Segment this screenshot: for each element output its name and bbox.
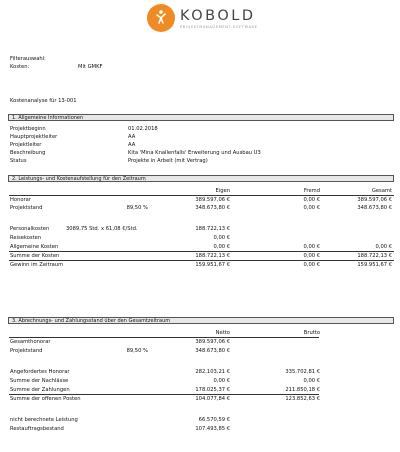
nicht-berechnet-label: nicht berechnete Leistung bbox=[10, 417, 78, 423]
angefordert-label: Angefordertes Honorar bbox=[10, 369, 70, 375]
zahlungen-label: Summe der Zahlungen bbox=[10, 387, 70, 393]
summe-divider bbox=[9, 251, 394, 252]
personalkosten-detail: 3089,75 Std. x 61,08 €/Std. bbox=[66, 226, 138, 232]
angefordert-netto: 282.103,21 € bbox=[195, 369, 230, 375]
projektstand-fremd: 0,00 € bbox=[303, 205, 320, 211]
logo-wordmark: KOBOLD bbox=[180, 8, 256, 24]
reisekosten-label: Reisekosten bbox=[10, 235, 42, 241]
logo-tagline: PROJEKTMANAGEMENT-SOFTWARE bbox=[180, 25, 258, 29]
projektstand-2-percent: 89,50 % bbox=[126, 348, 148, 354]
kobold-logo-icon bbox=[147, 4, 175, 32]
summe-kosten-gesamt: 188.722,13 € bbox=[357, 253, 392, 259]
offene-posten-brutto: 123.852,63 € bbox=[285, 396, 320, 402]
gewinn-eigen: 159.951,67 € bbox=[195, 262, 230, 268]
nicht-berechnet-netto: 66.570,59 € bbox=[198, 417, 230, 423]
honorar-fremd: 0,00 € bbox=[303, 197, 320, 203]
zahlungen-netto: 178.025,37 € bbox=[195, 387, 230, 393]
gewinn-label: Gewinn im Zeitraum bbox=[10, 262, 64, 268]
section-2-header bbox=[8, 175, 394, 182]
allgemeine-kosten-fremd: 0,00 € bbox=[303, 244, 320, 250]
netto-header: Netto bbox=[215, 330, 230, 336]
angefordert-brutto: 335.702,81 € bbox=[285, 369, 320, 375]
header-divider bbox=[9, 195, 394, 196]
section-2-title: 2. Leistungs- und Kostenaufstellung für den Zeitraum bbox=[12, 176, 146, 182]
nachlaesse-brutto: 0,00 € bbox=[303, 378, 320, 384]
hauptprojektleiter-label: Hauptprojektleiter bbox=[10, 134, 58, 140]
projektstand-eigen: 348.673,80 € bbox=[195, 205, 230, 211]
personalkosten-eigen: 188.722,13 € bbox=[195, 226, 230, 232]
personalkosten-label: Personalkosten bbox=[10, 226, 50, 232]
offene-divider bbox=[9, 394, 319, 395]
section-3-title: 3. Abrechnungs- und Zahlungsstand über den Gesamtzeitraum bbox=[12, 318, 171, 324]
status-label: Status bbox=[10, 158, 27, 164]
gesamthonorar-netto: 389.597,06 € bbox=[195, 339, 230, 345]
filter-kosten-label: Kosten: bbox=[10, 64, 30, 70]
gesamthonorar-label: Gesamthonorar bbox=[10, 339, 51, 345]
gewinn-fremd: 0,00 € bbox=[303, 262, 320, 268]
gesamt-header: Gesamt bbox=[371, 188, 392, 194]
summe-kosten-label: Summe der Kosten bbox=[10, 253, 60, 259]
summe-kosten-fremd: 0,00 € bbox=[303, 253, 320, 259]
section-1-title: 1. Allgemeine Informationen bbox=[12, 115, 84, 121]
gewinn-gesamt: 159.951,67 € bbox=[357, 262, 392, 268]
beschreibung-value: Kita 'Mina Knallenfalls' Erweiterung und Ausbau U3 bbox=[128, 150, 261, 156]
eigen-header: Eigen bbox=[215, 188, 230, 194]
projektstand-percent: 89,50 % bbox=[126, 205, 148, 211]
allgemeine-kosten-gesamt: 0,00 € bbox=[375, 244, 392, 250]
summe-kosten-eigen: 188.722,13 € bbox=[195, 253, 230, 259]
filter-kosten-value: Mit GMKF bbox=[78, 64, 103, 70]
honorar-label: Honorar bbox=[10, 197, 31, 203]
reisekosten-eigen: 0,00 € bbox=[213, 235, 230, 241]
projektbeginn-label: Projektbeginn bbox=[10, 126, 46, 132]
nachlaesse-label: Summe der Nachlässe bbox=[10, 378, 69, 384]
hauptprojektleiter-value: AA bbox=[128, 134, 136, 140]
projektleiter-label: Projektleiter bbox=[10, 142, 42, 148]
honorar-eigen: 389.597,06 € bbox=[195, 197, 230, 203]
nachlaesse-netto: 0,00 € bbox=[213, 378, 230, 384]
projektstand-label: Projektstand bbox=[10, 205, 43, 211]
status-value: Projekte in Arbeit (mit Vertrag) bbox=[128, 158, 208, 164]
projektbeginn-value: 01.02.2018 bbox=[128, 126, 158, 132]
projektstand-2-netto: 348.673,80 € bbox=[195, 348, 230, 354]
projektstand-gesamt: 348.673,80 € bbox=[357, 205, 392, 211]
filter-title: Filterauswahl: bbox=[10, 56, 46, 62]
allgemeine-kosten-label: Allgemeine Kosten bbox=[10, 244, 59, 250]
offene-posten-netto: 104.077,84 € bbox=[195, 396, 230, 402]
projektstand-2-label: Projektstand bbox=[10, 348, 43, 354]
zahlungen-brutto: 211.850,18 € bbox=[285, 387, 320, 393]
allgemeine-kosten-eigen: 0,00 € bbox=[213, 244, 230, 250]
restauftrag-label: Restauftragsbestand bbox=[10, 426, 64, 432]
restauftrag-netto: 107.493,85 € bbox=[195, 426, 230, 432]
figure-icon bbox=[156, 10, 166, 24]
section-3-header bbox=[8, 317, 394, 324]
report-title: Kostenanalyse für 13-001 bbox=[10, 98, 77, 104]
projektleiter-value: AA bbox=[128, 142, 136, 148]
honorar-gesamt: 389.597,06 € bbox=[357, 197, 392, 203]
beschreibung-label: Beschreibung bbox=[10, 150, 46, 156]
fremd-header: Fremd bbox=[303, 188, 320, 194]
offene-posten-label: Summe der offenen Posten bbox=[10, 396, 81, 402]
section-1-header bbox=[8, 114, 394, 121]
brutto-header: Brutto bbox=[303, 330, 320, 336]
section-3-divider bbox=[9, 337, 319, 338]
gewinn-divider bbox=[9, 260, 394, 261]
